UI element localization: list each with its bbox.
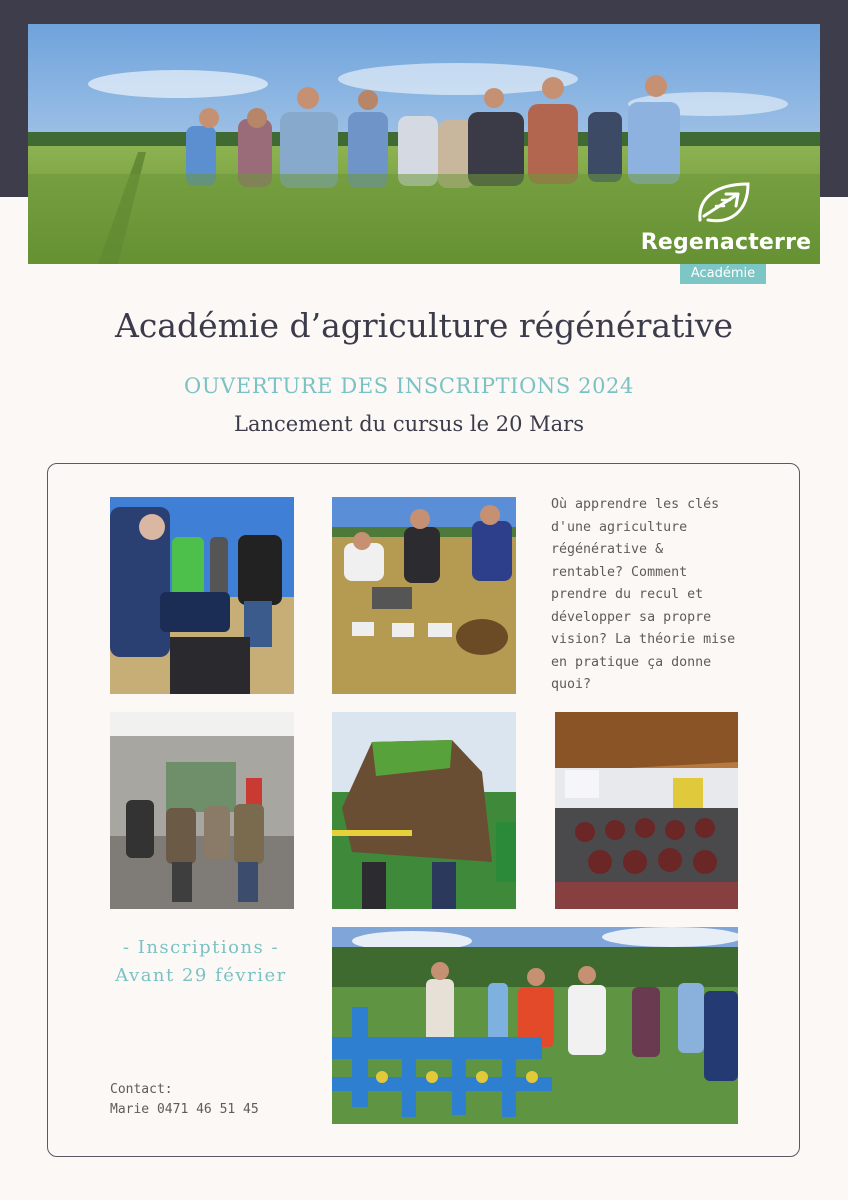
registration-deadline: Avant 29 février bbox=[115, 965, 287, 986]
photo-equipment-demo bbox=[110, 497, 294, 694]
photo-field-machinery bbox=[332, 927, 738, 1124]
contact-block bbox=[110, 1080, 259, 1120]
photo-soil-analysis bbox=[332, 497, 516, 694]
page-subtitle: OUVERTURE DES INSCRIPTIONS 2024 bbox=[184, 374, 634, 398]
brand-name: Regenacterre bbox=[640, 230, 812, 255]
page-tagline: Lancement du cursus le 20 Mars bbox=[234, 412, 584, 436]
page-title: Académie d’agriculture régénérative bbox=[114, 306, 734, 345]
registration-heading: - Inscriptions - bbox=[122, 937, 280, 958]
brand-tag: Académie bbox=[680, 264, 766, 284]
photo-barn-meeting bbox=[555, 712, 738, 909]
photo-indoor-training bbox=[110, 712, 294, 909]
intro-text: Où apprendre les clés d'une agriculture régénérative & rentable? Comment prendre du recul et développer sa propre vision? La théorie mise en pratique ça donne quoi? bbox=[551, 497, 736, 692]
registration-note bbox=[96, 934, 306, 990]
contact-line: Marie 0471 46 51 45 bbox=[110, 1102, 259, 1117]
photo-soil-block bbox=[332, 712, 516, 909]
leaf-arrow-logo-icon bbox=[694, 180, 754, 226]
regenacterre-logo bbox=[636, 180, 816, 286]
contact-label: Contact: bbox=[110, 1082, 173, 1097]
